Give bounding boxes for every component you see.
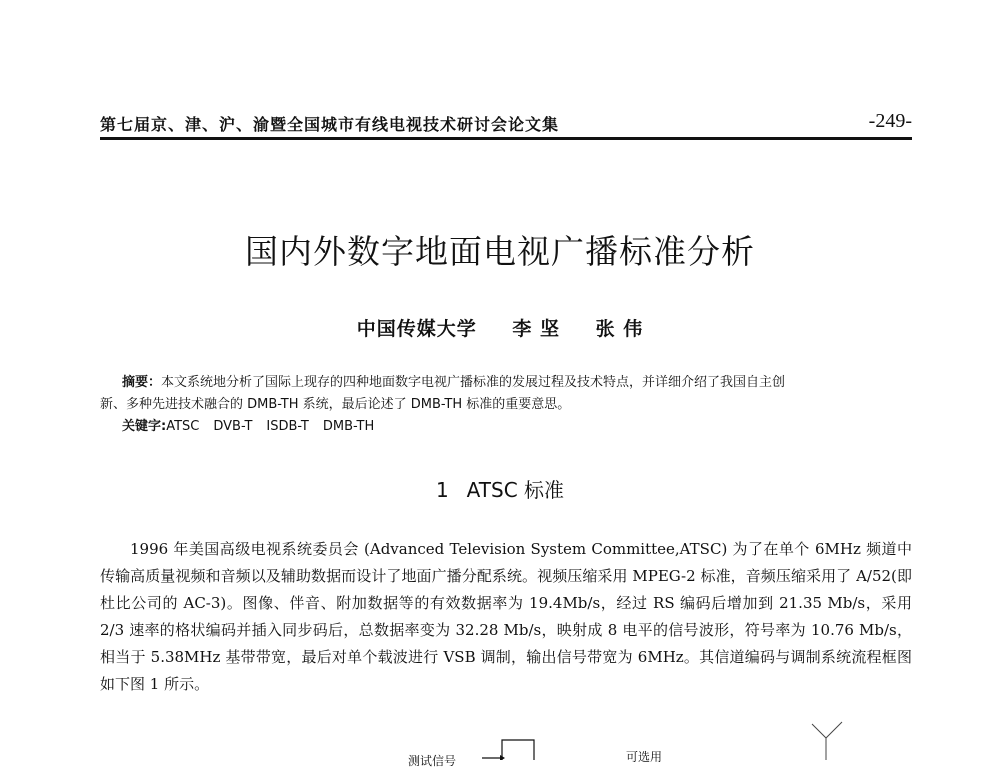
- abstract-line-1: [100, 372, 912, 394]
- figure-label-optional: 可选用: [626, 750, 663, 764]
- abstract: [100, 372, 912, 416]
- figure-1-diagram: [0, 720, 1000, 760]
- keyword-2: DVB-T: [213, 419, 253, 434]
- figure-1-fragment: [0, 720, 1000, 768]
- author-name-2: 张 伟: [595, 318, 644, 340]
- keyword-4: DMB-TH: [322, 419, 375, 434]
- keywords-label: 关键字:: [122, 419, 167, 434]
- section-number: 1: [435, 478, 449, 502]
- abstract-line-2: 新、多种先进技术融合的 DMB-TH 系统，最后论述了 DMB-TH 标准的重要意思。: [100, 397, 571, 412]
- body-text: [100, 536, 912, 698]
- paragraph: 1996 年美国高级电视系统委员会 (Advanced Television System Committee,ATSC) 为了在单个 6MHz 频道中传输高质量视频和音频以及辅助数据而设计了地面广播分配系统。视频压缩采用 MPEG-2 标准，音频压缩采用了 A/52(即杜比公司的 AC-3)。图像、伴音、附加数据等的有效数据率为 19.4Mb/s，经过 RS 编码后增加到 21.35 Mb/s，采用 2/3 速率的格状编码并插入同步码后，总数据率变为 32.28 Mb/s，映射成 8 电平的信号波形，符号率为 10.76 Mb/s，相当于 5.38MHz 基带带宽，最后对单个载波进行 VSB 调制，输出信号带宽为 6MHz。其信道编码与调制系统流程框图如下图 1 所示。: [100, 540, 912, 693]
- section-heading: [0, 474, 1000, 503]
- section-title: ATSC 标准: [466, 478, 565, 502]
- proceedings-title: 第七届京、津、沪、渝暨全国城市有线电视技术研讨会论文集: [100, 115, 560, 134]
- antenna-right-arm: [826, 722, 842, 738]
- author-line: [0, 314, 1000, 341]
- antenna-left-arm: [812, 724, 826, 738]
- author-name-1: 李 坚: [512, 318, 560, 340]
- keyword-1: ATSC: [166, 419, 200, 434]
- paper-title: 国内外数字地面电视广播标准分析: [245, 232, 755, 271]
- page-number: -249-: [868, 110, 912, 132]
- figure-label-test-signal: 测试信号: [408, 754, 457, 768]
- keyword-3: ISDB-T: [266, 419, 309, 434]
- running-header: [100, 106, 912, 140]
- abstract-label: 摘要：: [122, 375, 162, 390]
- block-outline: [502, 740, 534, 760]
- keywords: [122, 416, 388, 438]
- abstract-text-1: 本文系统地分析了国际上现存的四种地面数字电视广播标准的发展过程及技术特点，并详细介绍了我国自主创: [161, 375, 786, 390]
- affiliation: 中国传媒大学: [356, 318, 477, 340]
